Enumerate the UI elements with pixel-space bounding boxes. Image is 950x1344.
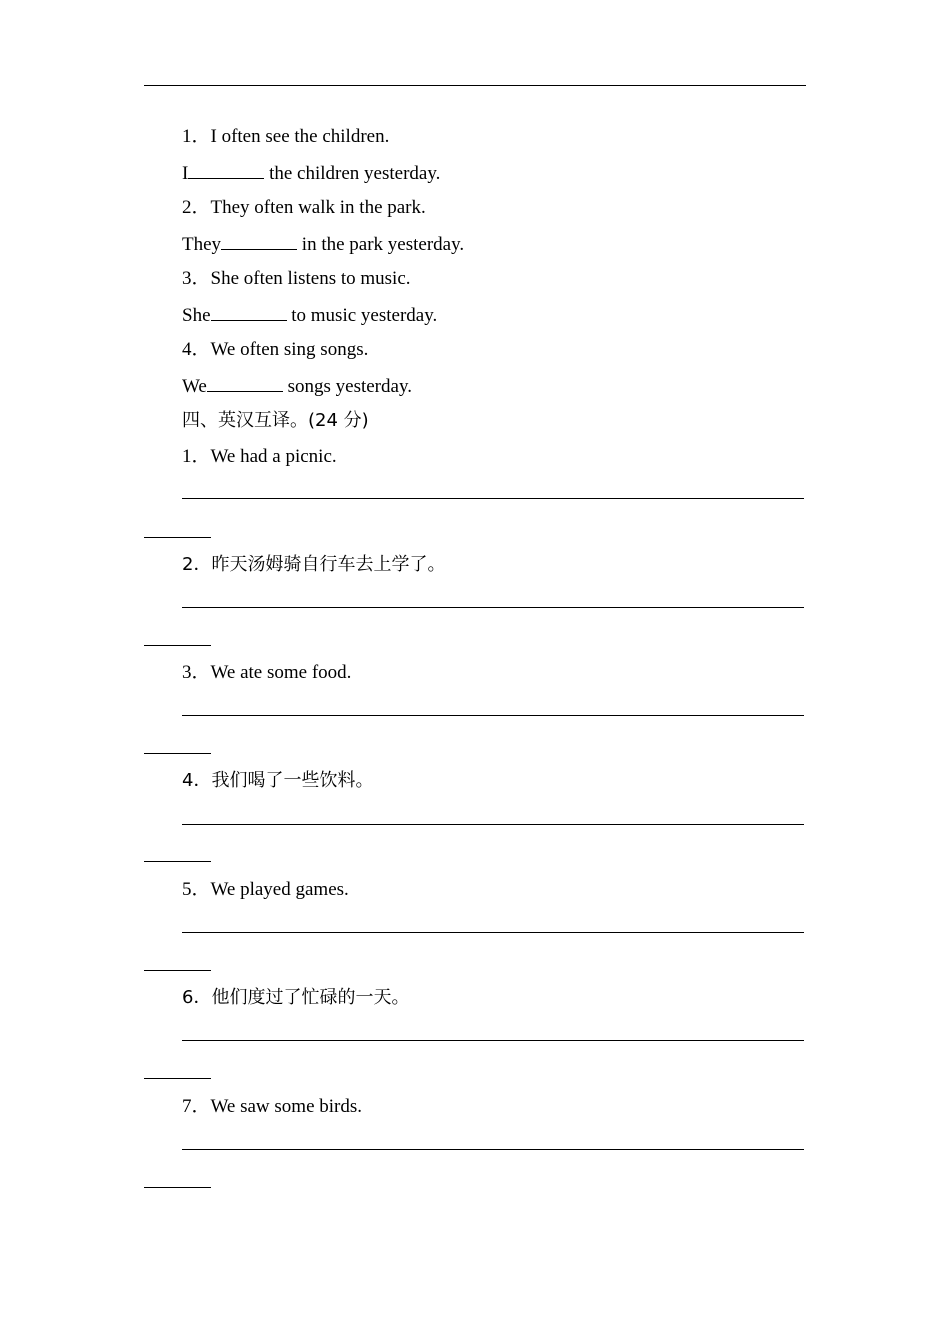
answer-line[interactable] (182, 824, 804, 825)
s3-item-2-answer (182, 233, 464, 256)
s3-item-4-prefix: We (182, 376, 207, 397)
s4-item-3: 3．We ate some food. (182, 662, 352, 683)
s3-item-3-original: 3．She often listens to music. (182, 268, 411, 289)
answer-line-continuation[interactable] (144, 645, 211, 646)
answer-line[interactable] (182, 1040, 804, 1041)
s3-item-3-prefix: She (182, 305, 211, 326)
header-rule (144, 85, 806, 86)
answer-line[interactable] (182, 607, 804, 608)
s3-item-3-answer (182, 304, 437, 327)
fill-blank[interactable] (221, 233, 297, 250)
s4-item-5: 5．We played games. (182, 879, 349, 900)
s3-item-3-suffix: to music yesterday. (286, 305, 438, 326)
s3-item-2-prefix: They (182, 234, 222, 255)
s4-item-7: 7．We saw some birds. (182, 1096, 362, 1117)
s3-item-1-original: 1．I often see the children. (182, 126, 390, 147)
answer-line[interactable] (182, 498, 804, 499)
section-4-heading: 四、英汉互译。(24 分) (182, 410, 369, 431)
s3-item-4-answer (182, 375, 412, 398)
answer-line-continuation[interactable] (144, 861, 211, 862)
fill-blank[interactable] (207, 375, 283, 392)
answer-line[interactable] (182, 1149, 804, 1150)
answer-line-continuation[interactable] (144, 1078, 211, 1079)
answer-line-continuation[interactable] (144, 537, 211, 538)
s3-item-2-suffix: in the park yesterday. (297, 234, 465, 255)
s4-item-4: 4．我们喝了一些饮料。 (182, 770, 374, 791)
answer-line-continuation[interactable] (144, 1187, 211, 1188)
answer-line-continuation[interactable] (144, 970, 211, 971)
s3-item-2-original: 2．They often walk in the park. (182, 197, 426, 218)
s3-item-4-original: 4．We often sing songs. (182, 339, 369, 360)
answer-line[interactable] (182, 932, 804, 933)
s3-item-1-answer (182, 162, 440, 185)
s4-item-2: 2．昨天汤姆骑自行车去上学了。 (182, 554, 446, 575)
s3-item-4-suffix: songs yesterday. (282, 376, 412, 397)
s3-item-1-prefix: I (182, 163, 189, 184)
s4-item-6: 6．他们度过了忙碌的一天。 (182, 987, 410, 1008)
s4-item-1: 1．We had a picnic. (182, 446, 337, 467)
fill-blank[interactable] (188, 162, 264, 179)
fill-blank[interactable] (211, 304, 287, 321)
answer-line[interactable] (182, 715, 804, 716)
s3-item-1-suffix: the children yesterday. (264, 163, 441, 184)
answer-line-continuation[interactable] (144, 753, 211, 754)
